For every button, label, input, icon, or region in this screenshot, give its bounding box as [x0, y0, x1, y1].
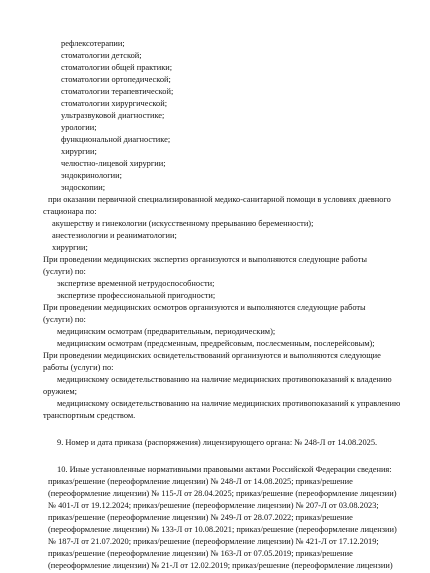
- list-item: медицинским осмотрам (предварительным, периодическим);: [57, 327, 276, 336]
- section-10-heading: 10. Иные установленные нормативными правовыми актами Российской Федерации сведения:: [57, 465, 392, 474]
- section-9: 9. Номер и дата приказа (распоряжения) лицензирующего органа: № 248-Л от 14.08.2025.: [57, 438, 378, 447]
- list-item: эндокринологии;: [61, 171, 122, 180]
- section-intro-expertise: При проведении медицинских экспертиз организуются и выполняются следующие работы: [43, 255, 367, 264]
- list-item: хирургии;: [61, 147, 97, 156]
- section-10-line: (переоформление лицензии) № 133-Л от 10.08.2021; приказ/решение (переоформление лицензии): [48, 525, 397, 534]
- list-item: акушерству и гинекологии (искусственному прерыванию беременности);: [52, 219, 314, 228]
- list-item: медицинскому освидетельствованию на наличие медицинских противопоказаний к владению: [57, 375, 392, 384]
- section-10-line: приказ/решение (переоформление лицензии) № 163-Л от 07.05.2019; приказ/решение: [48, 549, 353, 558]
- list-item-cont: оружием;: [43, 387, 77, 396]
- section-intro-cont: (услуги) по:: [43, 267, 86, 276]
- list-item: медицинским осмотрам (предсменным, предрейсовым, послесменным, послерейсовым);: [57, 339, 375, 348]
- list-item: стоматологии хирургической;: [61, 99, 168, 108]
- list-item: экспертизе профессиональной пригодности;: [57, 291, 216, 300]
- section-10-line: № 187-Л от 21.07.2020; приказ/решение (переоформление лицензии) № 421-Л от 17.12.2019;: [48, 537, 379, 546]
- list-item: медицинскому освидетельствованию на наличие медицинских противопоказаний к управлению: [57, 399, 401, 408]
- section-intro-cont: (услуги) по:: [43, 315, 86, 324]
- list-item: функциональной диагностике;: [61, 135, 171, 144]
- list-item: урологии;: [61, 123, 97, 132]
- section-10-line: (переоформление лицензии) № 115-Л от 28.04.2025; приказ/решение (переоформление лицензии): [48, 489, 397, 498]
- list-item: экспертизе временной нетрудоспособности;: [57, 279, 215, 288]
- list-item: ультразвуковой диагностике;: [61, 111, 165, 120]
- section-intro-cont: работы (услуги) по:: [43, 363, 114, 372]
- list-item: стоматологии детской;: [61, 51, 142, 60]
- list-item: эндоскопии;: [61, 183, 106, 192]
- section-10-line: № 401-Л от 19.12.2024; приказ/решение (переоформление лицензии) № 207-Л от 03.08.2023;: [48, 501, 379, 510]
- section-10-line: (переоформление лицензии) № 21-Л от 12.02.2019; приказ/решение (переоформление лицензии): [48, 561, 393, 570]
- list-item: стоматологии ортопедической;: [61, 75, 171, 84]
- list-item: рефлексотерапии;: [61, 39, 125, 48]
- list-item: анестезиологии и реаниматологии;: [52, 231, 177, 240]
- list-item: стоматологии терапевтической;: [61, 87, 174, 96]
- section-10-line: приказ/решение (переоформление лицензии) № 248-Л от 14.08.2025; приказ/решение: [48, 477, 353, 486]
- section-intro-exams: При проведении медицинских осмотров организуются и выполняются следующие работы: [43, 303, 366, 312]
- list-item: стоматологии общей практики;: [61, 63, 173, 72]
- section-intro-cont: стационара по:: [43, 207, 97, 216]
- section-10-line: приказ/решение (переоформление лицензии) № 249-Л от 28.07.2022; приказ/решение: [48, 513, 353, 522]
- list-item: челюстно-лицевой хирургии;: [61, 159, 166, 168]
- list-item-cont: транспортным средством.: [43, 411, 136, 420]
- section-intro-day-hospital: при оказании первичной специализированной медико-санитарной помощи в условиях дневного: [48, 195, 391, 204]
- list-item: хирургии;: [52, 243, 88, 252]
- section-intro-certification: При проведении медицинских освидетельствований организуются и выполняются следующие: [43, 351, 381, 360]
